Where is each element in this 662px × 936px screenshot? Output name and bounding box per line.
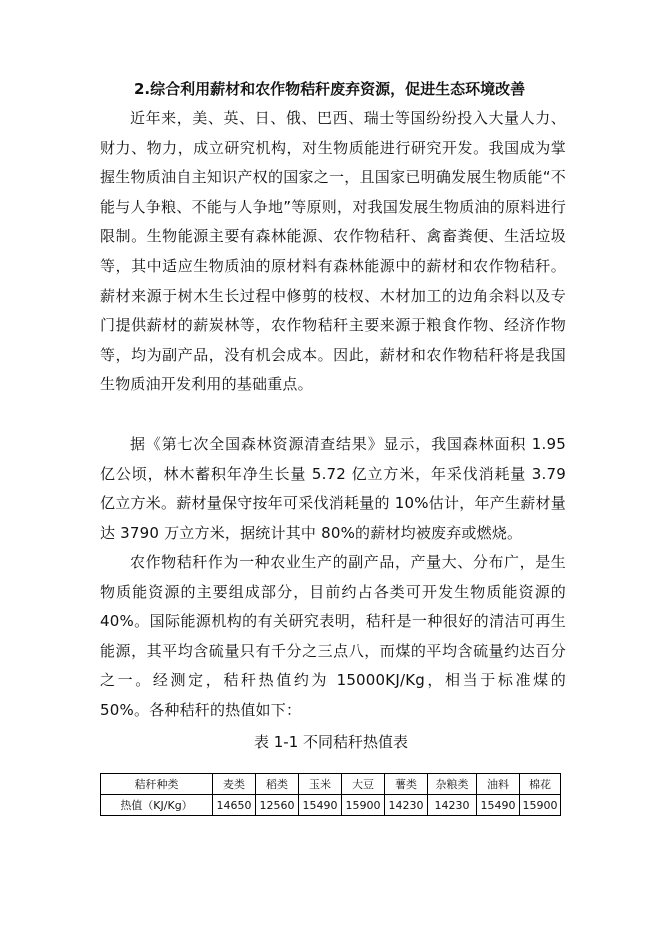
header-cell-wheat: 麦类 xyxy=(213,774,256,795)
header-cell-rice: 稻类 xyxy=(256,774,299,795)
value-cell-rice: 12560 xyxy=(256,795,299,816)
paragraph-straw-energy: 农作物秸秆作为一种农业生产的副产品，产量大、分布广，是生物质能资源的主要组成部分，目前约占各类可开发生物质能资源的 40%。国际能源机构的有关研究表明，秸秆是一种很好的清洁可再生能源，其平均含硫量只有千分之三点八，而煤的平均含硫量约达百分之一。经测定，秸秆热值约为 15000KJ/Kg，相当于标准煤的 50%。各种秸秆的热值如下： xyxy=(100,553,566,719)
paragraph-intro: 近年来，美、英、日、俄、巴西、瑞士等国纷纷投入大量人力、财力、物力，成立研究机构，对生物质能进行研究开发。我国成为掌握生物质油自主知识产权的国家之一，且国家已明确发展生物质能“不能与人争粮、不能与人争地”等原则，对我国发展生物质油的原料进行限制。生物能源主要有森林能源、农作物秸秆、禽畜粪便、生活垃圾等，其中适应生物质油的原材料有森林能源中的薪材和农作物秸秆。薪材来源于树木生长过程中修剪的枝杈、木材加工的边角余料以及专门提供薪材的薪炭林等，农作物秸秆主要来源于粮食作物、经济作物等，均为副产品，没有机会成本。因此，薪材和农作物秸秆将是我国生物质油开发利用的基础重点。 xyxy=(100,109,566,394)
header-cell-coarse-grain: 杂粮类 xyxy=(428,774,477,795)
table-row xyxy=(101,795,561,816)
paragraph-forest-statistics: 据《第七次全国森林资源清查结果》显示，我国森林面积 1.95 亿公顷，林木蓄积年净生长量 5.72 亿立方米，年采伐消耗量 3.79 亿立方米。薪材量保守按年可采伐消耗量的 10%估计，年产生薪材量达 3790 万立方米，据统计其中 80%的薪材均被废弃或燃烧。 xyxy=(100,435,566,542)
value-cell-oil-crop: 15490 xyxy=(477,795,520,816)
header-cell-soybean: 大豆 xyxy=(342,774,385,795)
header-cell-type: 秸秆种类 xyxy=(101,774,213,795)
header-cell-corn: 玉米 xyxy=(299,774,342,795)
value-cell-coarse-grain: 14230 xyxy=(428,795,477,816)
row-label-calorific-value: 热值（KJ/Kg） xyxy=(101,795,213,816)
value-cell-wheat: 14650 xyxy=(213,795,256,816)
header-cell-oil-crop: 油料 xyxy=(477,774,520,795)
table-caption: 表 1-1 不同秸秆热值表 xyxy=(253,733,409,751)
section-heading: 2.综合利用薪材和农作物秸秆废弃资源，促进生态环境改善 xyxy=(134,80,526,98)
table-header-row xyxy=(101,774,561,795)
value-cell-soybean: 15900 xyxy=(342,795,385,816)
value-cell-corn: 15490 xyxy=(299,795,342,816)
value-cell-cotton: 15900 xyxy=(520,795,561,816)
header-cell-cotton: 棉花 xyxy=(520,774,561,795)
header-cell-tuber: 薯类 xyxy=(385,774,428,795)
straw-calorific-value-table xyxy=(100,773,561,816)
value-cell-tuber: 14230 xyxy=(385,795,428,816)
